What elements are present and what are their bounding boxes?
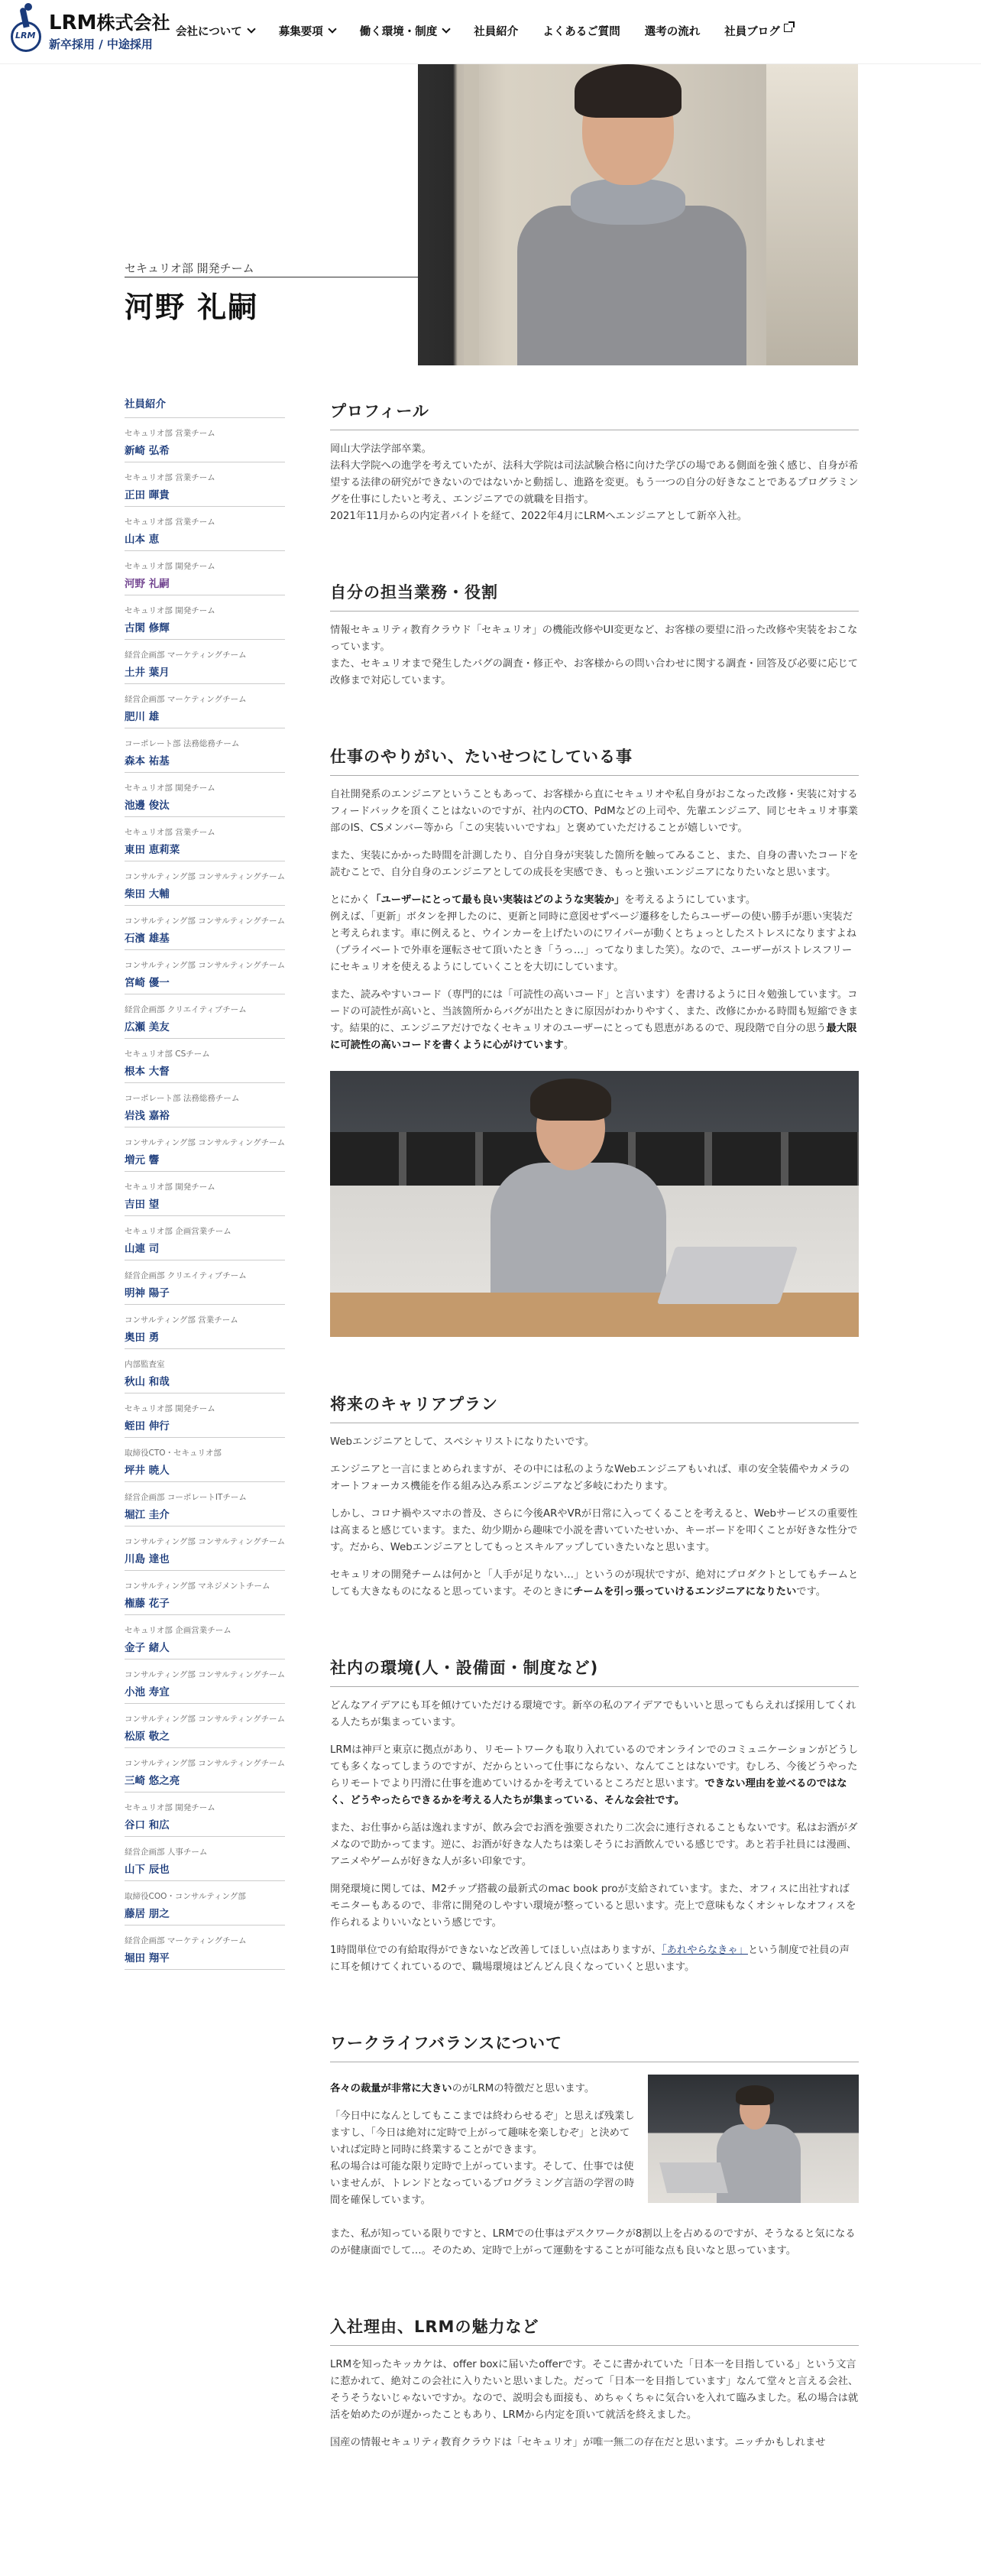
sidebar-member-name: 明神 陽子 [125, 1287, 170, 1299]
site-header [0, 0, 981, 64]
sidebar-heading: 社員紹介 [125, 395, 285, 418]
lrm-logo-mark-icon: LRM [11, 8, 41, 52]
sidebar-member-name: 岩浅 嘉裕 [125, 1110, 170, 1122]
sidebar-member-item[interactable] [125, 950, 285, 994]
sidebar-member-dept: コンサルティング部 コンサルティングチーム [125, 1537, 285, 1546]
sidebar-member-item[interactable] [125, 1482, 285, 1526]
paragraph: Webエンジニアとして、スペシャリストになりたいです。 [330, 1436, 594, 1448]
sidebar-member-item[interactable] [125, 418, 285, 462]
sidebar-member-item[interactable] [125, 595, 285, 640]
sidebar-member-dept: セキュリオ部 企画営業チーム [125, 1227, 231, 1236]
sidebar-member-name: 増元 響 [125, 1154, 160, 1166]
sidebar-member-name: 土井 葉月 [125, 667, 170, 679]
sidebar-member-dept: 経営企画部 マーケティングチーム [125, 695, 247, 704]
sidebar-member-item[interactable] [125, 1881, 285, 1926]
paragraph: 自社開発系のエンジニアということもあって、お客様から直にセキュリオや私自身がおこなった改修・実装に対するフィードバックを頂くことはないのですが、社内のCTO、PdMなどの上司や、先輩エンジニア、同じセキュリオ事業部のIS、CSメンバー等から「この実装いいですね」と褒めていただけることが嬉しいです。 [330, 789, 858, 834]
sidebar-member-name: 根本 大督 [125, 1066, 170, 1078]
paragraph: とにかく「ユーザーにとって最も良い実装はどのような実装か」を考えるようにしています。 例えば、「更新」ボタンを押したのに、更新と同時に意図せずページ遷移をしたらユーザーの使い勝手が悪い実装だと考えられます。車に例えると、ウインカーを上げたいのにワイパーが動くとちょっとしたストレスになりますよね（プライベートで外車を運転させて頂いたとき「うっ…」ってなりました笑）。なので、ユーザーがストレスフリーにセキュリオを使えるようにしていくことを大切にしています。 [330, 894, 856, 973]
sidebar-member-item[interactable] [125, 551, 285, 595]
chevron-down-icon [442, 24, 451, 33]
paragraph: 国産の情報セキュリティ教育クラウドは「セキュリオ」が唯一無二の存在だと思います。ニッチかもしれませ [330, 2437, 826, 2448]
sidebar-member-dept: セキュリオ部 開発チーム [125, 562, 215, 571]
nav-company[interactable]: 会社について [176, 23, 254, 39]
sidebar-member-dept: セキュリオ部 営業チーム [125, 517, 215, 527]
sidebar-member-name: 三崎 悠之亮 [125, 1775, 180, 1787]
paragraph: 「今日中になんとしてもここまでは終わらせるぞ」と思えば残業しますし、「今日は絶対に定時で上がって趣味を楽しむぞ」と決めていれば定時と同時に終業することができます。 私の場合は可能な限り定時で上がっています。そして、仕事では使いませんが、トレンドとなっているプログラミング言語の学習の時間を確保しています。 [330, 2110, 635, 2206]
sidebar-member-dept: 経営企画部 人事チーム [125, 1848, 208, 1857]
nav-blog[interactable]: 社員ブログ [724, 23, 792, 39]
sidebar-member-name: 山連 司 [125, 1243, 160, 1255]
sidebar-member-item[interactable] [125, 861, 285, 906]
sidebar-member-name: 広瀬 美友 [125, 1021, 170, 1033]
sidebar-member-item[interactable] [125, 1039, 285, 1083]
sidebar-member-item[interactable] [125, 1926, 285, 1970]
paragraph: また、読みやすいコード（専門的には「可読性の高いコード」と言います）を書けるように日々勉強しています。コードの可読性が高いと、当該箇所からバグが出たときに原因がわかりやすく、また、改修にかかる時間も短縮できます。結果的に、エンジニアだけでなくセキュリオのユーザーにとっても恩恵があるので、現段階で自分の思う最大限に可読性の高いコードを書くように心がけています。 [330, 989, 859, 1051]
section-heading: ワークライフバランスについて [330, 2031, 859, 2062]
sidebar-member-item[interactable] [125, 1704, 285, 1748]
section-heading: プロフィール [330, 399, 859, 430]
sidebar-member-dept: 経営企画部 クリエイティブチーム [125, 1005, 247, 1014]
nav-requirements[interactable]: 募集要項 [279, 23, 335, 39]
paragraph: エンジニアと一言にまとめられますが、その中には私のようなWebエンジニアもいれば、車の安全装備やカメラのオートフォーカス機能を作る組み込み系エンジニアなど多岐にわたります。 [330, 1464, 850, 1492]
hero-title [125, 260, 258, 326]
chevron-down-icon [247, 24, 255, 33]
sidebar-member-item[interactable] [125, 1172, 285, 1216]
sidebar-member-name: 新崎 弘希 [125, 445, 170, 457]
sidebar-member-name: 奥田 勇 [125, 1332, 160, 1344]
wlb-photo [648, 2075, 859, 2203]
chevron-down-icon [328, 24, 336, 33]
sidebar-member-dept: コンサルティング部 マネジメントチーム [125, 1582, 270, 1591]
sidebar-member-dept: コンサルティング部 コンサルティングチーム [125, 1759, 285, 1768]
sidebar-member-dept: コーポレート部 法務総務チーム [125, 1094, 240, 1103]
sidebar-member-name: 秋山 和哉 [125, 1376, 170, 1388]
sidebar-member-name: 権藤 花子 [125, 1598, 170, 1610]
hero-team-label: セキュリオ部 開発チーム [125, 261, 254, 275]
sidebar-member-name: 坪井 暁人 [125, 1465, 170, 1477]
sidebar-member-name: 柴田 大輔 [125, 888, 170, 900]
sidebar-member-item[interactable] [125, 1216, 285, 1260]
sidebar-member-item[interactable] [125, 1083, 285, 1127]
logo-subtitle: 新卒採用 / 中途採用 [49, 37, 153, 51]
section-profile [330, 399, 859, 525]
member-sidebar [125, 395, 285, 1970]
paragraph: 各々の裁量が非常に大きいのがLRMの特徴だと思います。 [330, 2083, 595, 2094]
sidebar-member-item[interactable] [125, 1393, 285, 1438]
sidebar-member-dept: コンサルティング部 コンサルティングチーム [125, 1715, 285, 1724]
sidebar-member-item[interactable] [125, 1837, 285, 1881]
sidebar-member-list [125, 418, 285, 1970]
sidebar-member-name: 松原 敬之 [125, 1731, 170, 1743]
section-reason [330, 2315, 859, 2451]
section-heading: 入社理由、LRMの魅力など [330, 2315, 859, 2346]
sidebar-member-item[interactable] [125, 1438, 285, 1482]
sidebar-member-name: 小池 寿宜 [125, 1686, 170, 1698]
sidebar-member-item[interactable] [125, 1748, 285, 1792]
sidebar-member-item[interactable] [125, 1659, 285, 1704]
sidebar-member-dept: 経営企画部 クリエイティブチーム [125, 1271, 247, 1280]
sidebar-member-name: 山本 恵 [125, 534, 160, 546]
sidebar-member-name: 石濱 雄基 [125, 933, 170, 945]
sidebar-member-dept: 経営企画部 マーケティングチーム [125, 1936, 247, 1945]
site-logo[interactable] [11, 8, 170, 52]
sidebar-member-item[interactable] [125, 1571, 285, 1615]
section-heading: 仕事のやりがい、たいせつにしている事 [330, 745, 859, 776]
sidebar-member-name: 正田 暉貴 [125, 489, 170, 501]
nav-faq[interactable]: よくあるご質問 [542, 26, 620, 38]
sidebar-member-dept: セキュリオ部 企画営業チーム [125, 1626, 231, 1635]
sidebar-member-item[interactable] [125, 1305, 285, 1349]
sidebar-member-name: 堀田 翔平 [125, 1952, 170, 1964]
sidebar-member-name: 池邊 俊汰 [125, 800, 170, 812]
sidebar-member-name: 宮崎 優一 [125, 977, 170, 989]
sidebar-member-name: 蛭田 伸行 [125, 1420, 170, 1432]
sidebar-member-name: 金子 緒人 [125, 1642, 170, 1654]
nav-selection-flow[interactable]: 選考の流れ [644, 26, 701, 38]
sidebar-member-item[interactable] [125, 817, 285, 861]
paragraph: また、私が知っている限りですと、LRMでの仕事はデスクワークが8割以上を占めるのですが、そうなると気になるのが健康面でして…。そのため、定時で上がって運動をすることが可能な点も良いなと思っています。 [330, 2228, 856, 2256]
sidebar-member-dept: セキュリオ部 開発チーム [125, 606, 215, 615]
sidebar-member-name: 藤居 朋之 [125, 1908, 170, 1920]
sidebar-member-dept: セキュリオ部 営業チーム [125, 473, 215, 482]
sidebar-member-dept: セキュリオ部 開発チーム [125, 1404, 215, 1413]
sidebar-member-name: 堀江 圭介 [125, 1509, 170, 1521]
sidebar-member-item[interactable] [125, 1260, 285, 1305]
sidebar-member-dept: コンサルティング部 コンサルティングチーム [125, 917, 285, 926]
section-value [330, 745, 859, 1337]
sidebar-member-dept: コンサルティング部 営業チーム [125, 1316, 238, 1325]
sidebar-member-dept: 取締役COO・コンサルティング部 [125, 1892, 246, 1901]
external-link-icon [784, 24, 792, 32]
sidebar-member-dept: セキュリオ部 開発チーム [125, 784, 215, 793]
paragraph: 1時間単位での有給取得ができないなど改善してほしい点はありますが、「あれやらなきゃ」という制度で社員の声に耳を傾けてくれているので、職場環境はどんどん良くなっていくと思います。 [330, 1945, 850, 1973]
sidebar-member-name: 肥川 雄 [125, 711, 160, 723]
sidebar-member-name: 川島 達也 [125, 1553, 170, 1565]
paragraph: どんなアイデアにも耳を傾けていただける環境です。新卒の私のアイデアでもいいと思ってもらえれば採用してくれる人たちが集まっています。 [330, 1700, 856, 1728]
sidebar-member-item[interactable] [125, 1792, 285, 1837]
sidebar-member-dept: セキュリオ部 CSチーム [125, 1050, 210, 1059]
sidebar-member-item[interactable] [125, 773, 285, 817]
section-career [330, 1392, 859, 1601]
sidebar-member-dept: コンサルティング部 コンサルティングチーム [125, 872, 285, 881]
sidebar-member-dept: セキュリオ部 開発チーム [125, 1183, 215, 1192]
sidebar-member-dept: コーポレート部 法務総務チーム [125, 739, 240, 748]
sidebar-member-item[interactable] [125, 507, 285, 551]
section-environment [330, 1656, 859, 1976]
paragraph: 岡山大学法学部卒業。 法科大学院への進学を考えていたが、法科大学院は司法試験合格に向けた学びの場である側面を強く感じ、自身が希望する法律の研究ができないのではないかと動揺し、進路を変更。もう一つの自分の好きなことであるプログラミングを仕事にしたいと考え、エンジニアでの就職を目指す。 2021年11月からの内定者バイトを経て、2022年4月にLRMへエンジニアとして新卒入社。 [330, 443, 859, 522]
section-heading: 将来のキャリアプラン [330, 1392, 859, 1423]
section-role [330, 580, 859, 689]
sidebar-member-item[interactable] [125, 684, 285, 728]
hero-employee-name: 河野 礼嗣 [125, 290, 259, 324]
sidebar-member-dept: コンサルティング部 コンサルティングチーム [125, 961, 285, 970]
paragraph: しかし、コロナ禍やスマホの普及、さらに今後ARやVRが日常に入ってくることを考えると、Webサービスの重要性は高まると感じています。また、幼少期から趣味で小説を書いていたせいか、キーボードを叩くことが好きな性分です。だから、Webエンジニアとしてもっとスキルアップしていきたいなと思います。 [330, 1508, 858, 1553]
main-content [330, 399, 859, 2451]
global-nav [176, 23, 817, 39]
section-heading: 社内の環境(人・設備面・制度など) [330, 1656, 859, 1687]
paragraph: また、お仕事から話は逸れますが、飲み会でお酒を強要されたり二次会に連行されることもないです。私はお酒がダメなので助かってます。逆に、お酒が好きな人たちは楽しそうにお酒飲んでいる感じです。あと若手社員には漫画、アニメやゲームが好きな人が多い印象です。 [330, 1822, 858, 1867]
sidebar-member-name: 山下 辰也 [125, 1864, 170, 1876]
sidebar-member-dept: 内部監査室 [125, 1360, 165, 1369]
sidebar-member-name: 吉田 望 [125, 1199, 160, 1211]
paragraph: LRMは神戸と東京に拠点があり、リモートワークも取り入れているのでオンラインでのコミュニケーションがどうしても多くなってしまうのですが、だからといって仕事にならない、なんてことはないです。むしろ、今後どうやったらリモートでより円滑に仕事を進めていけるかを考えているところだと思います。できない理由を並べるのではなく、どうやったらできるかを考える人たちが集まっている、そんな会社です。 [330, 1744, 859, 1806]
sidebar-member-item[interactable] [125, 994, 285, 1039]
paragraph: 開発環境に関しては、M2チップ搭載の最新式のmac book proが支給されています。また、オフィスに出社すればモニターもあるので、非常に開発のしやすい環境が整っていると思います。売上で意味もなくオシャレなオフィスを作られるよりいいなという感じです。 [330, 1883, 856, 1929]
nav-environment[interactable]: 働く環境・制度 [360, 23, 450, 39]
sidebar-member-item[interactable] [125, 1127, 285, 1172]
sidebar-member-dept: 経営企画部 マーケティングチーム [125, 650, 247, 660]
office-work-photo [330, 1071, 859, 1337]
paragraph: LRMを知ったキッカケは、offer boxに届いたofferです。そこに書かれていた「日本一を目指している」という文言に惹かれて、絶対この会社に入りたいと思いました。だって「日本一を目指しています」なんて堂々と言える会社、そうそうないじゃないですか。なので、説明会も面接も、めちゃくちゃに気合いを入れて臨みました。私の場合は就活を始めたのが遅かったこともあり、LRMから内定を頂いて就活を終えました。 [330, 2359, 859, 2421]
section-work-life-balance [330, 2031, 859, 2260]
sidebar-member-item[interactable] [125, 1526, 285, 1571]
hero-portrait-photo [418, 64, 858, 365]
sidebar-member-item[interactable] [125, 462, 285, 507]
sidebar-member-dept: セキュリオ部 営業チーム [125, 429, 215, 438]
sidebar-member-name: 東田 恵莉菜 [125, 844, 180, 856]
sidebar-member-dept: セキュリオ部 営業チーム [125, 828, 215, 837]
sidebar-member-dept: 取締役CTO・セキュリオ部 [125, 1449, 222, 1458]
arera-yaranakya-link[interactable]: 「あれやらなきゃ」 [661, 1945, 748, 1956]
sidebar-member-item[interactable] [125, 1615, 285, 1659]
sidebar-member-dept: コンサルティング部 コンサルティングチーム [125, 1670, 285, 1679]
sidebar-member-name: 谷口 和広 [125, 1819, 170, 1831]
section-heading: 自分の担当業務・役割 [330, 580, 859, 612]
sidebar-member-dept: 経営企画部 コーポレートITチーム [125, 1493, 247, 1502]
sidebar-member-item[interactable] [125, 728, 285, 773]
nav-members[interactable]: 社員紹介 [474, 26, 519, 38]
sidebar-member-name: 河野 礼嗣 [125, 578, 170, 590]
paragraph: 情報セキュリティ教育クラウド「セキュリオ」の機能改修やUI変更など、お客様の要望に沿った改修や実装をおこなっています。 また、セキュリオまで発生したバグの調査・修正や、お客様からの問い合わせに関する調査・回答及び必要に応じて改修まで対応しています。 [330, 625, 859, 686]
paragraph: また、実装にかかった時間を計測したり、自分自身が実装した箇所を触ってみること、また、自身の書いたコードを読むことで、自分自身のエンジニアとしての成長を実感でき、もっと強いエンジニアになりたいなと思います。 [330, 850, 859, 878]
sidebar-member-item[interactable] [125, 640, 285, 684]
sidebar-member-item[interactable] [125, 906, 285, 950]
sidebar-member-name: 森本 祐基 [125, 755, 170, 767]
sidebar-member-dept: コンサルティング部 コンサルティングチーム [125, 1138, 285, 1147]
sidebar-member-item[interactable] [125, 1349, 285, 1393]
sidebar-member-name: 古閑 修輝 [125, 622, 170, 634]
logo-company-name: LRM株式会社 [49, 11, 170, 34]
sidebar-member-dept: セキュリオ部 開発チーム [125, 1803, 215, 1812]
paragraph: セキュリオの開発チームは何かと「人手が足りない…」というのが現状ですが、絶対にプロダクトとしてもチームとしても大きなものになると思っています。そのときにチームを引っ張っていけるエンジニアになりたいです。 [330, 1569, 859, 1598]
